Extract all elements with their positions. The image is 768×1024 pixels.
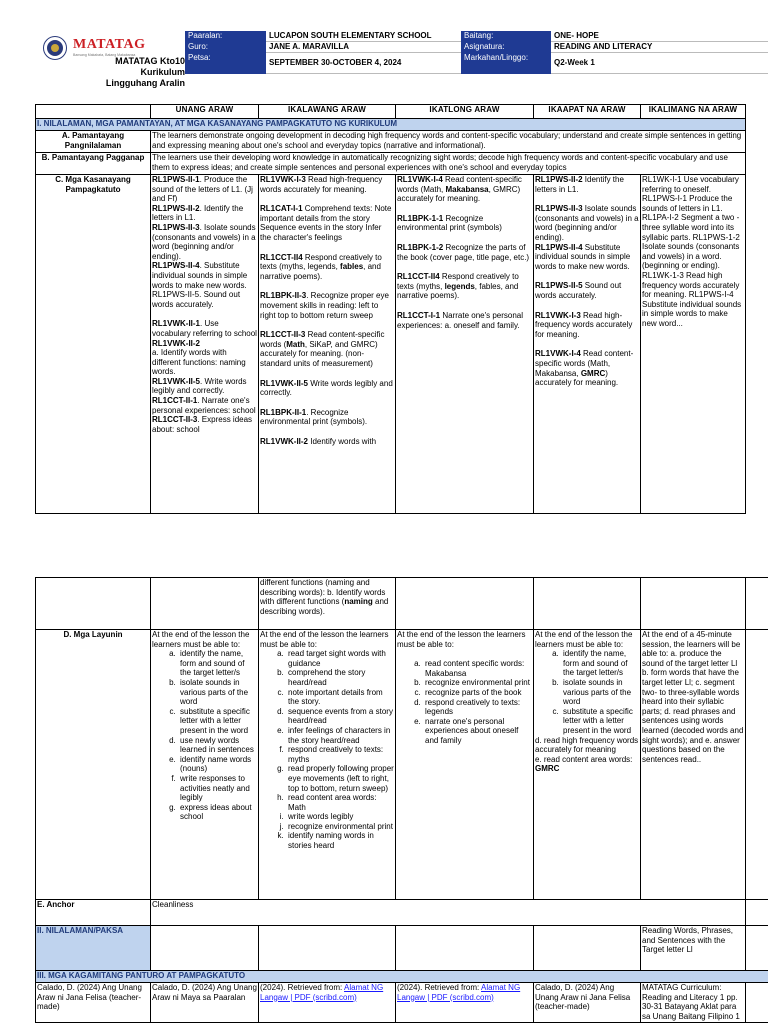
objective-item: a. read target sight words with guidance xyxy=(286,649,394,668)
objective-item: f. write responses to activities neatly and legibly xyxy=(178,774,257,803)
day4-objectives: At the end of the lesson the learners must be able to: a. identify the name, form and sound of the target letter/s b. isolate sounds in various parts of the word c. substitute a specific letter with a letter present in the word d. read high frequency words accurately for meaning e. read content area words: GMRC xyxy=(534,630,641,900)
doc-title-line3: Lingguhang Aralin xyxy=(105,78,185,88)
page2-day5-blank xyxy=(641,578,746,630)
resource-day4: Calado, D. (2024) Ang Unang Araw ni Jana Felisa (teacher-made) xyxy=(534,983,641,1023)
objective-item: b. isolate sounds in various parts of the word xyxy=(561,678,639,707)
lesson-table-page2 xyxy=(35,577,768,1023)
quarter-value: Q2-Week 1 xyxy=(551,53,768,74)
objective-item: c. note important details from the story. xyxy=(286,688,394,707)
teacher-value: JANE A. MARAVILLA xyxy=(266,42,461,53)
page2-day3-blank xyxy=(396,578,534,630)
matatag-tagline: Bansang Makabata, Batang Makabansa xyxy=(73,53,136,57)
header-logo-block xyxy=(35,31,185,93)
objective-item: c. substitute a specific letter with a letter present in the word xyxy=(178,707,257,736)
topic-day5: Reading Words, Phrases, and Sentences with the Target letter Ll xyxy=(641,926,746,971)
objective-item: e. infer feelings of characters in the story heard/read xyxy=(286,726,394,745)
topic-day4 xyxy=(534,926,641,971)
resource-day5: MATATAG Curriculum: Reading and Literacy 1 pp. 30-31 Batayang Aklat para sa Unang Baitang Filipino 1 xyxy=(641,983,746,1023)
day1-header: UNANG ARAW xyxy=(151,105,259,119)
day4-header: IKAAPAT NA ARAW xyxy=(534,105,641,119)
anchor-label: E. Anchor xyxy=(36,900,151,926)
alamat-link[interactable]: Alamat NG Langaw | PDF (scribd.com) xyxy=(260,983,384,1002)
subject-label: Asignatura: xyxy=(461,42,551,53)
objective-item: e. narrate one's personal experiences about oneself and family xyxy=(423,717,532,746)
day2-competencies: RL1VWK-I-3 Read high-frequency words accurately for meaning. RL1CAT-I-1 Comprehend texts: Note important details from the story Sequence events in the story Infer the character's feelings RL1CCT-II4 Respond creatively to texts (myths, legends, fables, and narrative poems). RL1BPK-II-3. Recognize proper eye movement skills in reading: left to right top to bottom return sweep RL1CCT-II-3 Read content-specific words (Math, SiKaP, and GMRC) accurately for meaning. (non-standard units of measurement) RL1VWK-II-5 Write words legibly and correctly. RL1BPK-II-1. Recognize environmental print (symbols). RL1VWK-II-2 Identify words with xyxy=(259,175,396,514)
topic-day2 xyxy=(259,926,396,971)
resource-day1: Calado, D. (2024) Ang Unang Araw ni Maya sa Paaralan xyxy=(151,983,259,1023)
resource-extra-cell xyxy=(746,983,768,1023)
content-standard-label: A. Pamantayang Pangnilalaman xyxy=(36,131,151,153)
day1-competencies: RL1PWS-II-1. Produce the sound of the letters of L1. (Jj and Ff) RL1PWS-II-2. Identify the letters in L1. RL1PWS-II-3. Isolate sounds (consonants and vowels) in a word (beginning and/or ending). RL1PWS-II-4. Substitute individual sounds in simple words to make new words. RL1PWS-II-5. Sound out words accurately. RL1VWK-II-1. Use vocabulary referring to school RL1VWK-II-2 a. Identify words with different functions: naming words. RL1VWK-II-5. Write words legibly and correctly. RL1CCT-II-1. Narrate one's personal experiences: school RL1CCT-II-3. Express ideas about: school xyxy=(151,175,259,514)
header-info-table xyxy=(185,31,768,74)
quarter-label: Markahan/Linggo: xyxy=(461,53,551,74)
objective-item: a. identify the name, form and sound of the target letter/s xyxy=(178,649,257,678)
teacher-label: Guro: xyxy=(185,42,266,53)
day5-header: IKALIMANG NA ARAW xyxy=(641,105,746,119)
topic-day1 xyxy=(151,926,259,971)
objective-item: e. identify name words (nouns) xyxy=(178,755,257,774)
objective-item: d. sequence events from a story heard/read xyxy=(286,707,394,726)
objective-item: f. respond creatively to texts: myths xyxy=(286,745,394,764)
day1-objectives: At the end of the lesson the learners must be able to: a. identify the name, form and sound of the target letter/s b. isolate sounds in various parts of the word c. substitute a specific letter with a letter present in the word d. use newly words learned in sentences e. identify name words (nouns) f. write responses to activities neatly and legibly g. express ideas about school xyxy=(151,630,259,900)
matatag-logo: MATATAG xyxy=(73,37,146,52)
section2-title: II. NILALAMAN/PAKSA xyxy=(36,926,151,971)
topic-extra-cell xyxy=(746,926,768,971)
section1-title: I. NILALAMAN, MGA PAMANTAYAN, AT MGA KASANAYANG PAMPAGKATUTO NG KURIKULUM xyxy=(36,119,746,131)
page2-day2-continued: different functions (naming and describing words): b. Identify words with different functions (naming and describing words). xyxy=(259,578,396,630)
objective-item: c. recognize parts of the book xyxy=(423,688,532,698)
performance-standard-label: B. Pamantayang Pagganap xyxy=(36,153,151,175)
page2-label-blank xyxy=(36,578,151,630)
objective-item: b. isolate sounds in various parts of the word xyxy=(178,678,257,707)
objective-item: a. read content specific words: Makabansa xyxy=(423,659,532,678)
objective-item: a. identify the name, form and sound of the target letter/s xyxy=(561,649,639,678)
objective-item: c. substitute a specific letter with a letter present in the word xyxy=(561,707,639,736)
resource-col0: Calado, D. (2024) Ang Unang Araw ni Jana Felisa (teacher-made) xyxy=(36,983,151,1023)
grade-value: ONE- HOPE xyxy=(551,31,768,42)
anchor-extra-cell xyxy=(746,900,768,926)
objective-item: g. express ideas about school xyxy=(178,803,257,822)
day3-competencies: RL1VWK-I-4 Read content-specific words (Math, Makabansa, GMRC) accurately for meaning. RL1BPK-1-1 Recognize environmental print (symbols) RL1BPK-1-2 Recognize the parts of the book (cover page, title page, etc.) RL1CCT-II4 Respond creatively to texts (myths, legends, fables, and narrative poems). RL1CCT-I-1 Narrate one's personal experiences: a. oneself and family. xyxy=(396,175,534,514)
day2-objectives: At the end of the lesson the learners must be able to: a. read target sight words with guidance b. comprehend the story heard/read c. note important details from the story. d. sequence events from a story heard/read e. infer feelings of characters in the story heard/read f. respond creatively to texts: myths g. read properly following proper eye movements (left to right, top to bottom, return sweep) h. read content area words: Math i. write words legibly j. recognize environmental print k. identify naming words in stories heard xyxy=(259,630,396,900)
page2-day4-blank xyxy=(534,578,641,630)
resource-day2: (2024). Retrieved from: Alamat NG Langaw | PDF (scribd.com) xyxy=(259,983,396,1023)
grade-label: Baitang: xyxy=(461,31,551,42)
school-value: LUCAPON SOUTH ELEMENTARY SCHOOL xyxy=(266,31,461,42)
day5-competencies: RL1WK-I-1 Use vocabulary referring to oneself. RL1PWS-I-1 Produce the sounds of letters in L1. RL1PA-I-2 Segment a two -three syllable word into its syllabic parts. RL1PWS-1-2 Isolate sounds (consonants and vowels) in a word. (beginning or ending). RL1WK-1-3 Read high frequency words accurately for meaning. RL1PWS-I-4 Substitute individual sounds in simple words to make new word... xyxy=(641,175,746,514)
lesson-table-page1 xyxy=(35,104,746,514)
anchor-value: Cleanliness xyxy=(151,900,746,926)
performance-standard-text: The learners use their developing word knowledge in automatically recognizing sight words; decode high frequency words and content-specific vocabulary and use them to express ideas; and create simple sentences and personal experiences with one's school and everyday topics xyxy=(151,153,746,175)
objective-item: b. recognize environmental print xyxy=(423,678,532,688)
objective-item: b. comprehend the story heard/read xyxy=(286,668,394,687)
objectives-extra-cell xyxy=(746,630,768,900)
day3-header: IKATLONG ARAW xyxy=(396,105,534,119)
objective-item: d. respond creatively to texts: legends xyxy=(423,698,532,717)
content-standard-text: The learners demonstrate ongoing development in decoding high frequency words and content-specific vocabulary; understand and create simple sentences in getting and expressing meaning about one's school and everyday topics (narrative and informational). xyxy=(151,131,746,153)
objective-item: j. recognize environmental print xyxy=(286,822,394,832)
section3-title: III. MGA KAGAMITANG PANTURO AT PAMPAGKATUTO xyxy=(36,971,768,983)
objective-item: g. read properly following proper eye movements (left to right, top to bottom, return sweep) xyxy=(286,764,394,793)
day3-objectives: At the end of the lesson the learners must be able to: a. read content specific words: Makabansa b. recognize environmental print c. recognize parts of the book d. respond creatively to texts: legends e. narrate one's personal experiences about oneself and family xyxy=(396,630,534,900)
competencies-label: C. Mga Kasanayang Pampagkatuto xyxy=(36,175,151,514)
day2-header: IKALAWANG ARAW xyxy=(259,105,396,119)
doc-title-line2: Kurikulum xyxy=(140,67,185,77)
topic-day3 xyxy=(396,926,534,971)
school-label: Paaralan: xyxy=(185,31,266,42)
objectives-label: D. Mga Layunin xyxy=(36,630,151,900)
corner-cell xyxy=(36,105,151,119)
page2-day1-blank xyxy=(151,578,259,630)
subject-value: READING AND LITERACY xyxy=(551,42,768,53)
objective-item: i. write words legibly xyxy=(286,812,394,822)
page2-extra-blank xyxy=(746,578,768,630)
objective-item: h. read content area words: Math xyxy=(286,793,394,812)
doc-title-line1: MATATAG Kto10 xyxy=(115,56,185,66)
date-value: SEPTEMBER 30-OCTOBER 4, 2024 xyxy=(266,53,461,74)
day4-competencies: RL1PWS-II-2 Identify the letters in L1. RL1PWS-II-3 Isolate sounds (consonants and vowels) in a word (beginning and/or ending). RL1PWS-II-4 Substitute individual sounds in simple words to make new words. RL1PWS-II-5 Sound out words accurately. RL1VWK-I-3 Read high-frequency words accurately for meaning. RL1VWK-I-4 Read content-specific words (Math, Makabansa, GMRC) accurately for meaning. xyxy=(534,175,641,514)
day5-objectives: At the end of a 45-minute session, the learners will be able to: a. produce the sound of the target letter Ll b. form words that have the target letter Ll; c. segment two- to three-syllable words heard into their syllabic parts; d. read phrases and sentences using words learned (decoded words and sight words); and e. answer questions based on the sentences read.. xyxy=(641,630,746,900)
alamat-link[interactable]: Alamat NG Langaw | PDF (scribd.com) xyxy=(397,983,521,1002)
date-label: Petsa: xyxy=(185,53,266,74)
objective-item: k. identify naming words in stories heard xyxy=(286,831,394,850)
resource-day3: (2024). Retrieved from: Alamat NG Langaw | PDF (scribd.com) xyxy=(396,983,534,1023)
header xyxy=(35,31,768,93)
objective-item: d. use newly words learned in sentences xyxy=(178,736,257,755)
